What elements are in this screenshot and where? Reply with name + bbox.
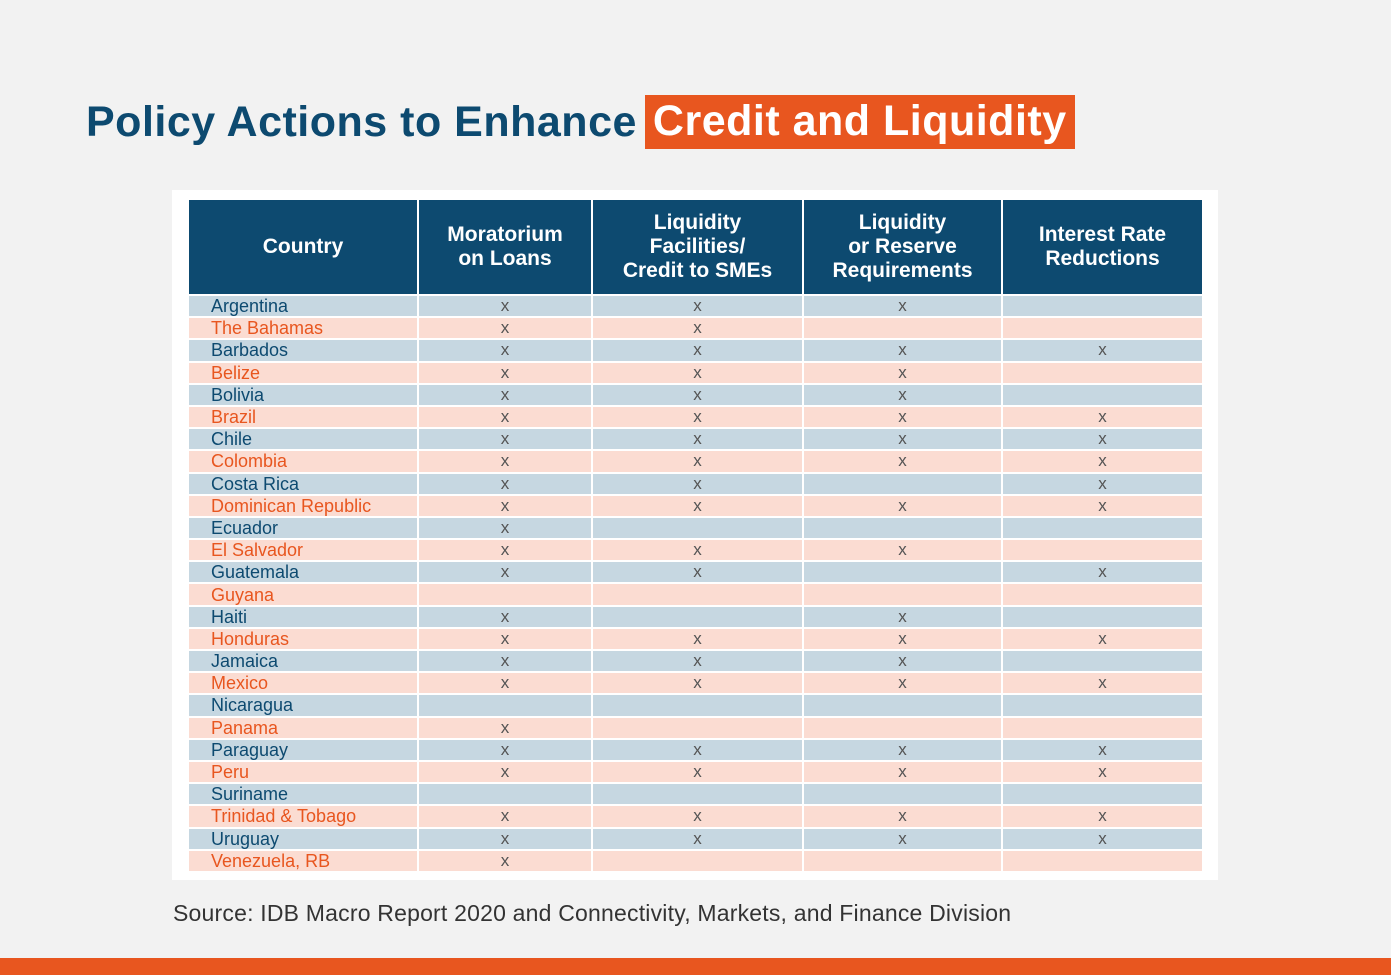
- liquidity-facilities-cell: x: [593, 740, 802, 760]
- header-row: [189, 200, 1202, 294]
- table-row: [189, 407, 1202, 427]
- moratorium-cell: x: [419, 851, 591, 871]
- moratorium-cell: x: [419, 451, 591, 471]
- moratorium-cell: x: [419, 673, 591, 693]
- moratorium-cell: x: [419, 496, 591, 516]
- country-cell: Brazil: [189, 407, 417, 427]
- header-reserve-requirements: Liquidity or Reserve Requirements: [804, 200, 1001, 294]
- moratorium-cell: x: [419, 829, 591, 849]
- liquidity-facilities-cell: x: [593, 806, 802, 826]
- country-cell: Venezuela, RB: [189, 851, 417, 871]
- reserve-requirements-cell: x: [804, 540, 1001, 560]
- liquidity-facilities-cell: x: [593, 540, 802, 560]
- table-row: [189, 740, 1202, 760]
- country-cell: Colombia: [189, 451, 417, 471]
- moratorium-cell: x: [419, 363, 591, 383]
- country-cell: Barbados: [189, 340, 417, 360]
- liquidity-facilities-cell: x: [593, 429, 802, 449]
- moratorium-cell: x: [419, 740, 591, 760]
- country-cell: Jamaica: [189, 651, 417, 671]
- interest-rate-cell: [1003, 651, 1202, 671]
- table-row: [189, 518, 1202, 538]
- reserve-requirements-cell: x: [804, 607, 1001, 627]
- moratorium-cell: x: [419, 385, 591, 405]
- moratorium-cell: x: [419, 806, 591, 826]
- interest-rate-cell: [1003, 518, 1202, 538]
- table-row: [189, 562, 1202, 582]
- source-note: Source: IDB Macro Report 2020 and Connectivity, Markets, and Finance Division: [173, 900, 1012, 926]
- reserve-requirements-cell: [804, 562, 1001, 582]
- liquidity-facilities-cell: x: [593, 762, 802, 782]
- table-row: [189, 851, 1202, 871]
- interest-rate-cell: x: [1003, 407, 1202, 427]
- table-row: [189, 673, 1202, 693]
- interest-rate-cell: x: [1003, 562, 1202, 582]
- reserve-requirements-cell: x: [804, 363, 1001, 383]
- interest-rate-cell: x: [1003, 673, 1202, 693]
- reserve-requirements-cell: x: [804, 385, 1001, 405]
- table-row: [189, 584, 1202, 604]
- moratorium-cell: x: [419, 518, 591, 538]
- moratorium-cell: x: [419, 429, 591, 449]
- interest-rate-cell: x: [1003, 762, 1202, 782]
- table-row: [189, 695, 1202, 715]
- interest-rate-cell: [1003, 385, 1202, 405]
- reserve-requirements-cell: x: [804, 806, 1001, 826]
- table-row: [189, 784, 1202, 804]
- table-card: [172, 190, 1218, 880]
- country-cell: Paraguay: [189, 740, 417, 760]
- moratorium-cell: x: [419, 540, 591, 560]
- table-header: [189, 200, 1202, 294]
- reserve-requirements-cell: x: [804, 673, 1001, 693]
- liquidity-facilities-cell: x: [593, 496, 802, 516]
- reserve-requirements-cell: [804, 784, 1001, 804]
- liquidity-facilities-cell: x: [593, 629, 802, 649]
- interest-rate-cell: [1003, 718, 1202, 738]
- interest-rate-cell: [1003, 540, 1202, 560]
- page-title: [86, 92, 1075, 152]
- table-row: [189, 629, 1202, 649]
- country-cell: Belize: [189, 363, 417, 383]
- moratorium-cell: [419, 584, 591, 604]
- table-row: [189, 806, 1202, 826]
- table-row: [189, 762, 1202, 782]
- country-cell: Mexico: [189, 673, 417, 693]
- moratorium-cell: x: [419, 296, 591, 316]
- liquidity-facilities-cell: [593, 518, 802, 538]
- table-row: [189, 340, 1202, 360]
- liquidity-facilities-cell: x: [593, 673, 802, 693]
- reserve-requirements-cell: x: [804, 651, 1001, 671]
- country-cell: El Salvador: [189, 540, 417, 560]
- moratorium-cell: x: [419, 651, 591, 671]
- interest-rate-cell: [1003, 607, 1202, 627]
- country-cell: Costa Rica: [189, 474, 417, 494]
- interest-rate-cell: x: [1003, 740, 1202, 760]
- table-row: [189, 540, 1202, 560]
- country-cell: Chile: [189, 429, 417, 449]
- reserve-requirements-cell: [804, 474, 1001, 494]
- moratorium-cell: x: [419, 474, 591, 494]
- moratorium-cell: x: [419, 718, 591, 738]
- reserve-requirements-cell: x: [804, 496, 1001, 516]
- interest-rate-cell: [1003, 318, 1202, 338]
- country-cell: Haiti: [189, 607, 417, 627]
- reserve-requirements-cell: [804, 518, 1001, 538]
- moratorium-cell: x: [419, 340, 591, 360]
- header-liquidity-facilities: Liquidity Facilities/ Credit to SMEs: [593, 200, 802, 294]
- country-cell: Dominican Republic: [189, 496, 417, 516]
- table-body: [189, 296, 1202, 871]
- liquidity-facilities-cell: [593, 851, 802, 871]
- liquidity-facilities-cell: [593, 584, 802, 604]
- interest-rate-cell: x: [1003, 474, 1202, 494]
- header-country: Country: [189, 200, 417, 294]
- country-cell: Peru: [189, 762, 417, 782]
- country-cell: Argentina: [189, 296, 417, 316]
- liquidity-facilities-cell: x: [593, 651, 802, 671]
- reserve-requirements-cell: x: [804, 407, 1001, 427]
- liquidity-facilities-cell: x: [593, 407, 802, 427]
- liquidity-facilities-cell: x: [593, 451, 802, 471]
- table-row: [189, 496, 1202, 516]
- reserve-requirements-cell: x: [804, 429, 1001, 449]
- liquidity-facilities-cell: [593, 718, 802, 738]
- country-cell: The Bahamas: [189, 318, 417, 338]
- liquidity-facilities-cell: x: [593, 385, 802, 405]
- country-cell: Ecuador: [189, 518, 417, 538]
- reserve-requirements-cell: x: [804, 451, 1001, 471]
- interest-rate-cell: [1003, 296, 1202, 316]
- country-cell: Nicaragua: [189, 695, 417, 715]
- moratorium-cell: [419, 784, 591, 804]
- liquidity-facilities-cell: x: [593, 562, 802, 582]
- moratorium-cell: [419, 695, 591, 715]
- interest-rate-cell: x: [1003, 829, 1202, 849]
- interest-rate-cell: x: [1003, 806, 1202, 826]
- reserve-requirements-cell: x: [804, 829, 1001, 849]
- country-cell: Bolivia: [189, 385, 417, 405]
- liquidity-facilities-cell: x: [593, 318, 802, 338]
- table-row: [189, 363, 1202, 383]
- reserve-requirements-cell: [804, 718, 1001, 738]
- country-cell: Trinidad & Tobago: [189, 806, 417, 826]
- reserve-requirements-cell: x: [804, 629, 1001, 649]
- reserve-requirements-cell: [804, 318, 1001, 338]
- interest-rate-cell: x: [1003, 629, 1202, 649]
- interest-rate-cell: [1003, 584, 1202, 604]
- header-interest-rate: Interest Rate Reductions: [1003, 200, 1202, 294]
- moratorium-cell: x: [419, 607, 591, 627]
- moratorium-cell: x: [419, 762, 591, 782]
- interest-rate-cell: x: [1003, 451, 1202, 471]
- liquidity-facilities-cell: x: [593, 363, 802, 383]
- table-row: [189, 451, 1202, 471]
- table-row: [189, 718, 1202, 738]
- interest-rate-cell: x: [1003, 340, 1202, 360]
- bottom-accent-bar: [0, 958, 1391, 975]
- liquidity-facilities-cell: x: [593, 340, 802, 360]
- interest-rate-cell: x: [1003, 496, 1202, 516]
- table-row: [189, 607, 1202, 627]
- reserve-requirements-cell: x: [804, 340, 1001, 360]
- interest-rate-cell: [1003, 851, 1202, 871]
- reserve-requirements-cell: x: [804, 762, 1001, 782]
- country-cell: Guatemala: [189, 562, 417, 582]
- liquidity-facilities-cell: x: [593, 296, 802, 316]
- moratorium-cell: x: [419, 562, 591, 582]
- liquidity-facilities-cell: [593, 784, 802, 804]
- table-row: [189, 296, 1202, 316]
- policy-actions-table: [187, 198, 1204, 873]
- interest-rate-cell: [1003, 363, 1202, 383]
- reserve-requirements-cell: x: [804, 296, 1001, 316]
- reserve-requirements-cell: [804, 584, 1001, 604]
- country-cell: Honduras: [189, 629, 417, 649]
- title-main: Policy Actions to Enhance: [86, 97, 637, 146]
- table-row: [189, 385, 1202, 405]
- table-row: [189, 829, 1202, 849]
- liquidity-facilities-cell: x: [593, 474, 802, 494]
- title-highlight: Credit and Liquidity: [645, 95, 1075, 149]
- reserve-requirements-cell: [804, 695, 1001, 715]
- table-row: [189, 318, 1202, 338]
- table-row: [189, 474, 1202, 494]
- country-cell: Uruguay: [189, 829, 417, 849]
- table-row: [189, 651, 1202, 671]
- liquidity-facilities-cell: [593, 695, 802, 715]
- header-moratorium: Moratorium on Loans: [419, 200, 591, 294]
- moratorium-cell: x: [419, 407, 591, 427]
- country-cell: Suriname: [189, 784, 417, 804]
- reserve-requirements-cell: x: [804, 740, 1001, 760]
- moratorium-cell: x: [419, 318, 591, 338]
- interest-rate-cell: [1003, 695, 1202, 715]
- country-cell: Panama: [189, 718, 417, 738]
- country-cell: Guyana: [189, 584, 417, 604]
- moratorium-cell: x: [419, 629, 591, 649]
- liquidity-facilities-cell: x: [593, 829, 802, 849]
- reserve-requirements-cell: [804, 851, 1001, 871]
- liquidity-facilities-cell: [593, 607, 802, 627]
- interest-rate-cell: [1003, 784, 1202, 804]
- table-row: [189, 429, 1202, 449]
- interest-rate-cell: x: [1003, 429, 1202, 449]
